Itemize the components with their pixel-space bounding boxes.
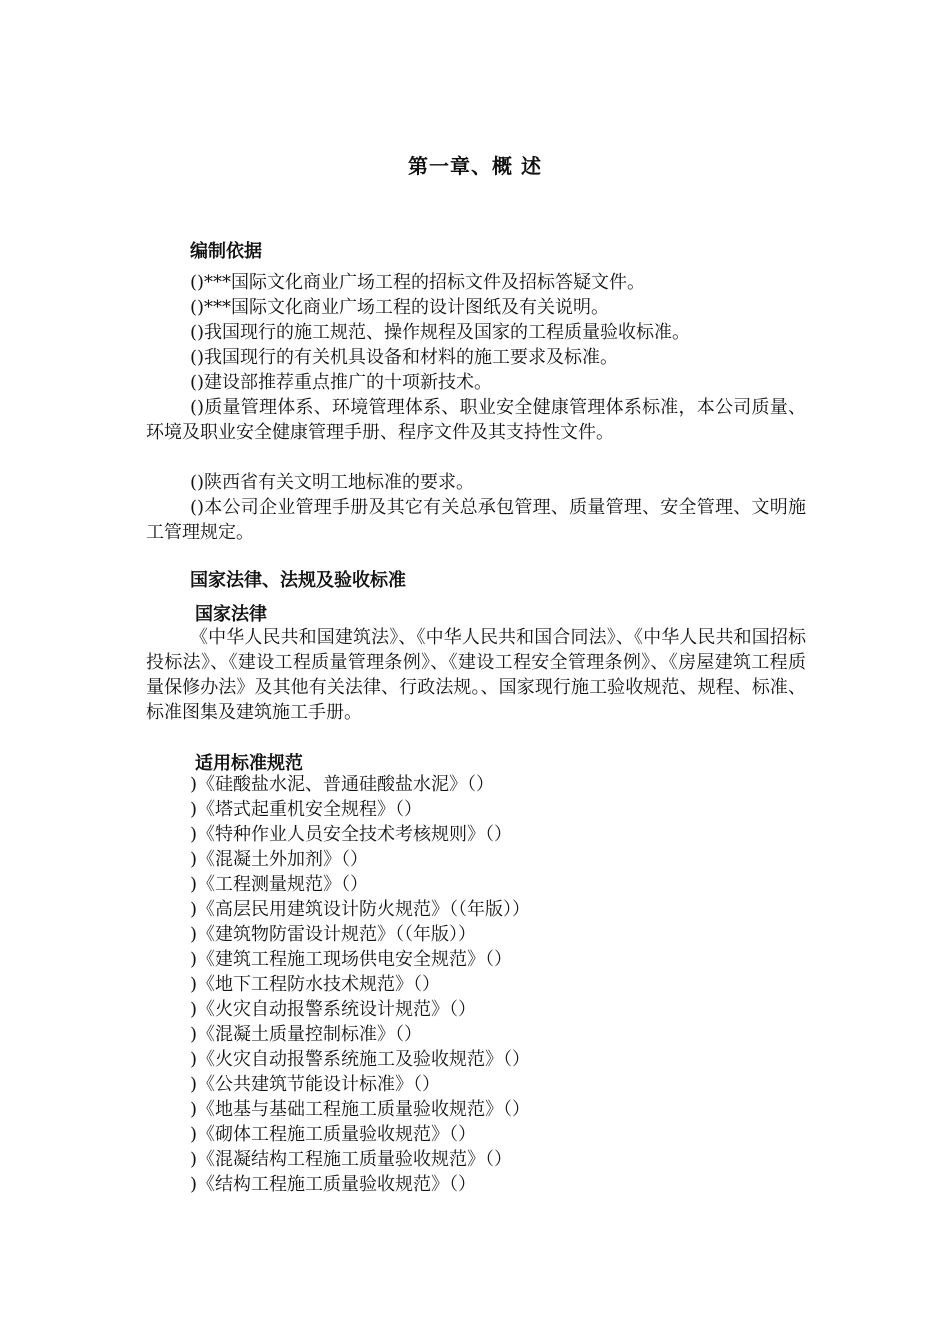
standard-item: )《混凝土质量控制标准》（）	[190, 1024, 423, 1045]
standard-item: )《硅酸盐水泥、普通硅酸盐水泥》（）	[190, 774, 495, 795]
standard-item: )《塔式起重机安全规程》（）	[190, 799, 423, 820]
standard-item: )《公共建筑节能设计标准》（）	[190, 1074, 441, 1095]
standard-item: )《砌体工程施工质量验收规范》（）	[190, 1124, 477, 1145]
basis-item: ()陕西省有关文明工地标准的要求。	[190, 472, 475, 493]
standards-list	[190, 772, 530, 1197]
basis-item: ()我国现行的施工规范、操作规程及国家的工程质量验收标准。	[190, 322, 691, 343]
standard-item: )《混凝土外加剂》（）	[190, 849, 369, 870]
section-heading-laws: 国家法律、法规及验收标准	[190, 570, 406, 591]
standard-item: )《建筑工程施工现场供电安全规范》（）	[190, 949, 513, 970]
standard-item: )《高层民用建筑设计防火规范》（（年版））	[190, 899, 531, 920]
standard-item: )《结构工程施工质量验收规范》（）	[190, 1174, 477, 1195]
sub-heading-national-laws: 国家法律	[195, 604, 267, 625]
standard-item: )《工程测量规范》（）	[190, 874, 369, 895]
standard-item: )《火灾自动报警系统施工及验收规范》（）	[190, 1049, 531, 1070]
basis-item: ()本公司企业管理手册及其它有关总承包管理、质量管理、安全管理、文明施工管理规定。	[146, 497, 806, 543]
standard-item: )《建筑物防雷设计规范》（（年版））	[190, 924, 477, 945]
section-heading-basis: 编制依据	[190, 241, 262, 262]
standard-item: )《地下工程防水技术规范》（）	[190, 974, 441, 995]
basis-item: ()我国现行的有关机具设备和材料的施工要求及标准。	[190, 347, 619, 368]
basis-item: ()建设部推荐重点推广的十项新技术。	[190, 372, 493, 393]
national-laws-paragraph: 《中华人民共和国建筑法》、《中华人民共和国合同法》、《中华人民共和国招标投标法》、《建设工程质量管理条例》、《建设工程安全管理条例》、《房屋建筑工程质量保修办法》及其他有关法律、行政法规。、国家现行施工验收规范、规程、标准、标准图集及建筑施工手册。	[146, 627, 806, 723]
standard-item: )《地基与基础工程施工质量验收规范》（）	[190, 1099, 531, 1120]
standard-item: )《混凝结构工程施工质量验收规范》（）	[190, 1149, 513, 1170]
basis-item: ()***国际文化商业广场工程的招标文件及招标答疑文件。	[190, 272, 646, 293]
standard-item: )《火灾自动报警系统设计规范》（）	[190, 999, 477, 1020]
standard-item: )《特种作业人员安全技术考核规则》（）	[190, 824, 513, 845]
chapter-title: 第一章、概 述	[408, 154, 542, 178]
sub-heading-standards: 适用标准规范	[195, 753, 303, 774]
basis-item: ()***国际文化商业广场工程的设计图纸及有关说明。	[190, 297, 610, 318]
basis-item: ()质量管理体系、环境管理体系、职业安全健康管理体系标准，本公司质量、环境及职业安全健康管理手册、程序文件及其支持性文件。	[146, 397, 806, 443]
